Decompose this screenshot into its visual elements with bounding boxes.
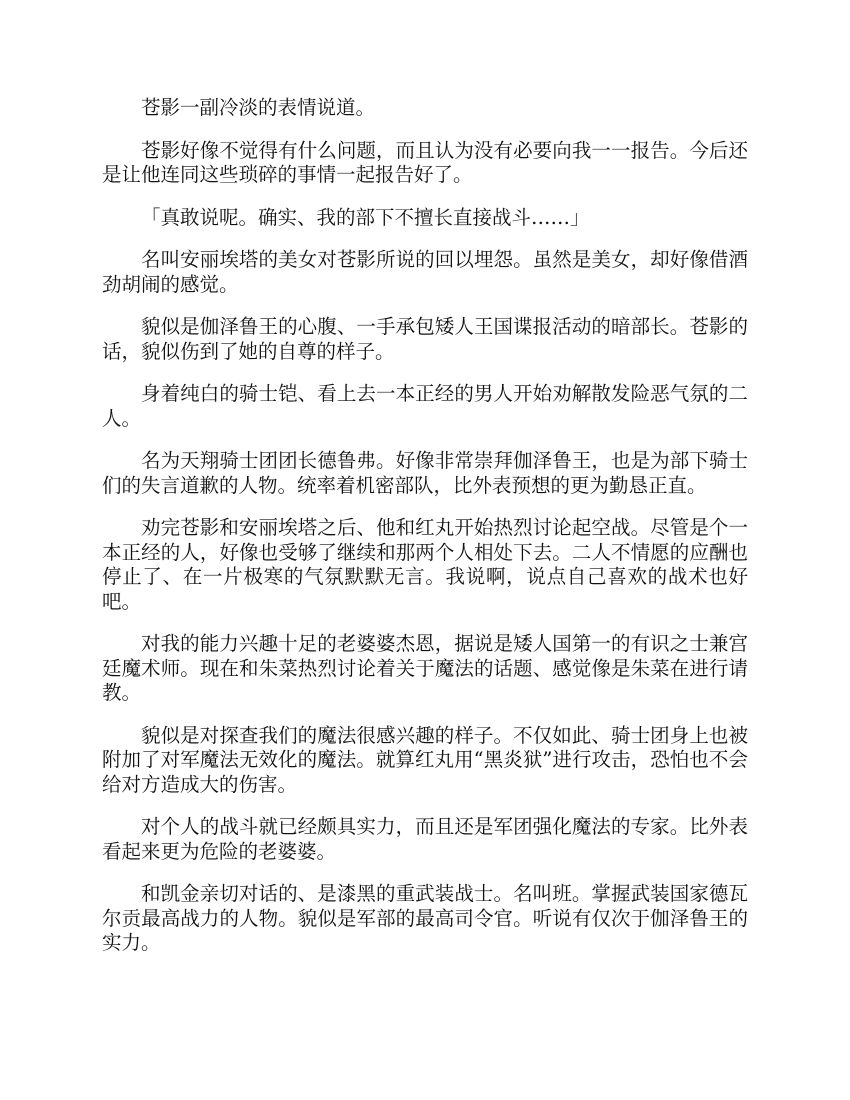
paragraph: 名叫安丽埃塔的美女对苍影所说的回以埋怨。虽然是美女，却好像借酒劲胡闹的感觉。	[102, 248, 748, 296]
paragraph: 苍影一副冷淡的表情说道。	[141, 96, 376, 119]
paragraph: 貌似是伽泽鲁王的心腹、一手承包矮人王国谍报活动的暗部长。苍影的话，貌似伤到了她的自尊的样子。	[102, 315, 748, 363]
text-body	[102, 96, 748, 974]
paragraph: 身着纯白的骑士铠、看上去一本正经的男人开始劝解散发险恶气氛的二人。	[102, 382, 748, 430]
paragraph: 「真敢说呢。确实、我的部下不擅长直接战斗……」	[141, 205, 590, 229]
paragraph: 和凯金亲切对话的、是漆黑的重武装战士。名叫班。掌握武装国家德瓦尔贡最高战力的人物。貌似是军部的最高司令官。听说有仅次于伽泽鲁王的实力。	[102, 882, 748, 954]
paragraph: 对个人的战斗就已经颇具实力，而且还是军团强化魔法的专家。比外表看起来更为危险的老婆婆。	[102, 815, 748, 863]
paragraph: 貌似是对探查我们的魔法很感兴趣的样子。不仅如此、骑士团身上也被附加了对军魔法无效化的魔法。就算红丸用“黑炎狱”进行攻击，恐怕也不会给对方造成大的伤害。	[102, 723, 748, 796]
paragraph: 苍影好像不觉得有什么问题，而且认为没有必要向我一一报告。今后还是让他连同这些琐碎的事情一起报告好了。	[102, 138, 748, 186]
paragraph: 对我的能力兴趣十足的老婆婆杰恩，据说是矮人国第一的有识之士兼宫廷魔术师。现在和朱菜热烈讨论着关于魔法的话题、感觉像是朱菜在进行请教。	[102, 632, 748, 704]
paragraph: 劝完苍影和安丽埃塔之后、他和红丸开始热烈讨论起空战。尽管是个一本正经的人，好像也受够了继续和那两个人相处下去。二人不情愿的应酬也停止了、在一片极寒的气氛默默无言。我说啊，说点自己喜欢的战术也好吧。	[102, 516, 748, 613]
paragraph: 名为天翔骑士团团长德鲁弗。好像非常崇拜伽泽鲁王，也是为部下骑士们的失言道歉的人物。统率着机密部队，比外表预想的更为勤恳正直。	[102, 449, 748, 497]
